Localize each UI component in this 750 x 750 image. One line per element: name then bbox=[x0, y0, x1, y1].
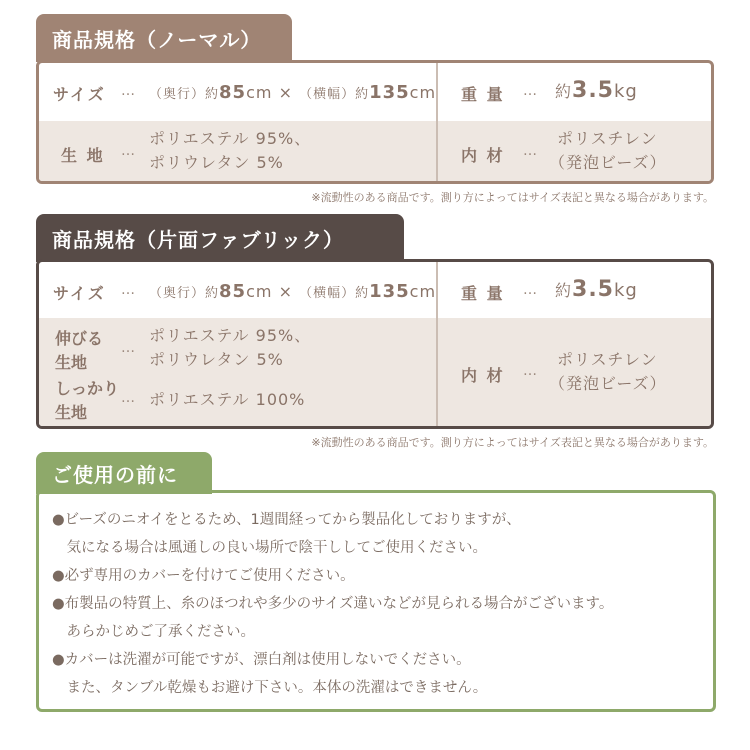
normal-spec-tab bbox=[36, 14, 292, 62]
onesided-spec-title: 商品規格（片面ファブリック） bbox=[52, 227, 344, 252]
normal-fabric-dots: … bbox=[121, 143, 135, 159]
onesided-note: ※流動性のある商品です。測り方によってはサイズ表記と異なる場合があります。 bbox=[311, 436, 714, 449]
normal-size-value: （奥行）約85cm × （横幅）約135cm bbox=[149, 82, 437, 103]
normal-fabric-label: 生 地 bbox=[61, 146, 105, 165]
onesided-spec-tab bbox=[36, 214, 404, 262]
onesided-filling-line2: （発泡ビーズ） bbox=[549, 374, 667, 393]
usage-title: ご使用の前に bbox=[52, 462, 178, 487]
usage-line: あらかじめご了承ください。 bbox=[52, 624, 255, 640]
normal-size-label: サイズ bbox=[53, 85, 106, 104]
onesided-stretch-label1: 伸びる bbox=[55, 329, 104, 348]
normal-spec-title: 商品規格（ノーマル） bbox=[52, 27, 262, 52]
onesided-firm-value: ポリエステル 100% bbox=[149, 390, 306, 409]
onesided-weight-value: 約3.5kg bbox=[555, 277, 638, 302]
onesided-firm-label2: 生地 bbox=[55, 403, 88, 422]
onesided-stretch-line2: ポリウレタン 5% bbox=[149, 350, 284, 369]
normal-fabric-line1: ポリエステル 95%、 bbox=[149, 129, 312, 148]
usage-line: ●必ず専用のカバーを付けてご使用ください。 bbox=[52, 568, 355, 584]
normal-divider bbox=[436, 63, 438, 181]
normal-note: ※流動性のある商品です。測り方によってはサイズ表記と異なる場合があります。 bbox=[311, 191, 714, 204]
onesided-size-value: （奥行）約85cm × （横幅）約135cm bbox=[149, 281, 437, 302]
usage-line: ●ビーズのニオイをとるため、1週間経ってから製品化しておりますが、 bbox=[52, 512, 521, 528]
onesided-weight-dots: … bbox=[523, 282, 537, 298]
normal-filling-line2: （発泡ビーズ） bbox=[549, 153, 667, 172]
onesided-firm-label1: しっかり bbox=[55, 379, 120, 398]
normal-weight-value: 約3.5kg bbox=[555, 78, 638, 103]
usage-line: ●布製品の特質上、糸のほつれや多少のサイズ違いなどが見られる場合がございます。 bbox=[52, 596, 614, 612]
onesided-divider bbox=[436, 262, 438, 426]
normal-weight-label: 重 量 bbox=[461, 85, 505, 104]
normal-fabric-line2: ポリウレタン 5% bbox=[149, 153, 284, 172]
usage-line: ●カバーは洗濯が可能ですが、漂白剤は使用しないでください。 bbox=[52, 652, 471, 668]
usage-line: 気になる場合は風通しの良い場所で陰干ししてご使用ください。 bbox=[52, 540, 487, 556]
normal-size-dots: … bbox=[121, 83, 135, 99]
onesided-filling-label: 内 材 bbox=[461, 366, 505, 385]
onesided-stretch-line1: ポリエステル 95%、 bbox=[149, 326, 312, 345]
onesided-filling-line1: ポリスチレン bbox=[557, 350, 658, 369]
normal-filling-dots: … bbox=[523, 143, 537, 159]
onesided-size-dots: … bbox=[121, 282, 135, 298]
normal-spec-table bbox=[36, 60, 714, 184]
onesided-firm-dots: … bbox=[121, 390, 135, 406]
onesided-weight-label: 重 量 bbox=[461, 284, 505, 303]
usage-tab bbox=[36, 452, 212, 494]
onesided-spec-table bbox=[36, 259, 714, 429]
onesided-stretch-label2: 生地 bbox=[55, 353, 88, 372]
onesided-size-label: サイズ bbox=[53, 284, 106, 303]
usage-line: また、タンブル乾燥もお避け下さい。本体の洗濯はできません。 bbox=[52, 680, 488, 696]
onesided-stretch-dots: … bbox=[121, 340, 135, 356]
normal-filling-line1: ポリスチレン bbox=[557, 129, 658, 148]
normal-filling-label: 内 材 bbox=[461, 146, 505, 165]
onesided-filling-dots: … bbox=[523, 363, 537, 379]
normal-weight-dots: … bbox=[523, 83, 537, 99]
